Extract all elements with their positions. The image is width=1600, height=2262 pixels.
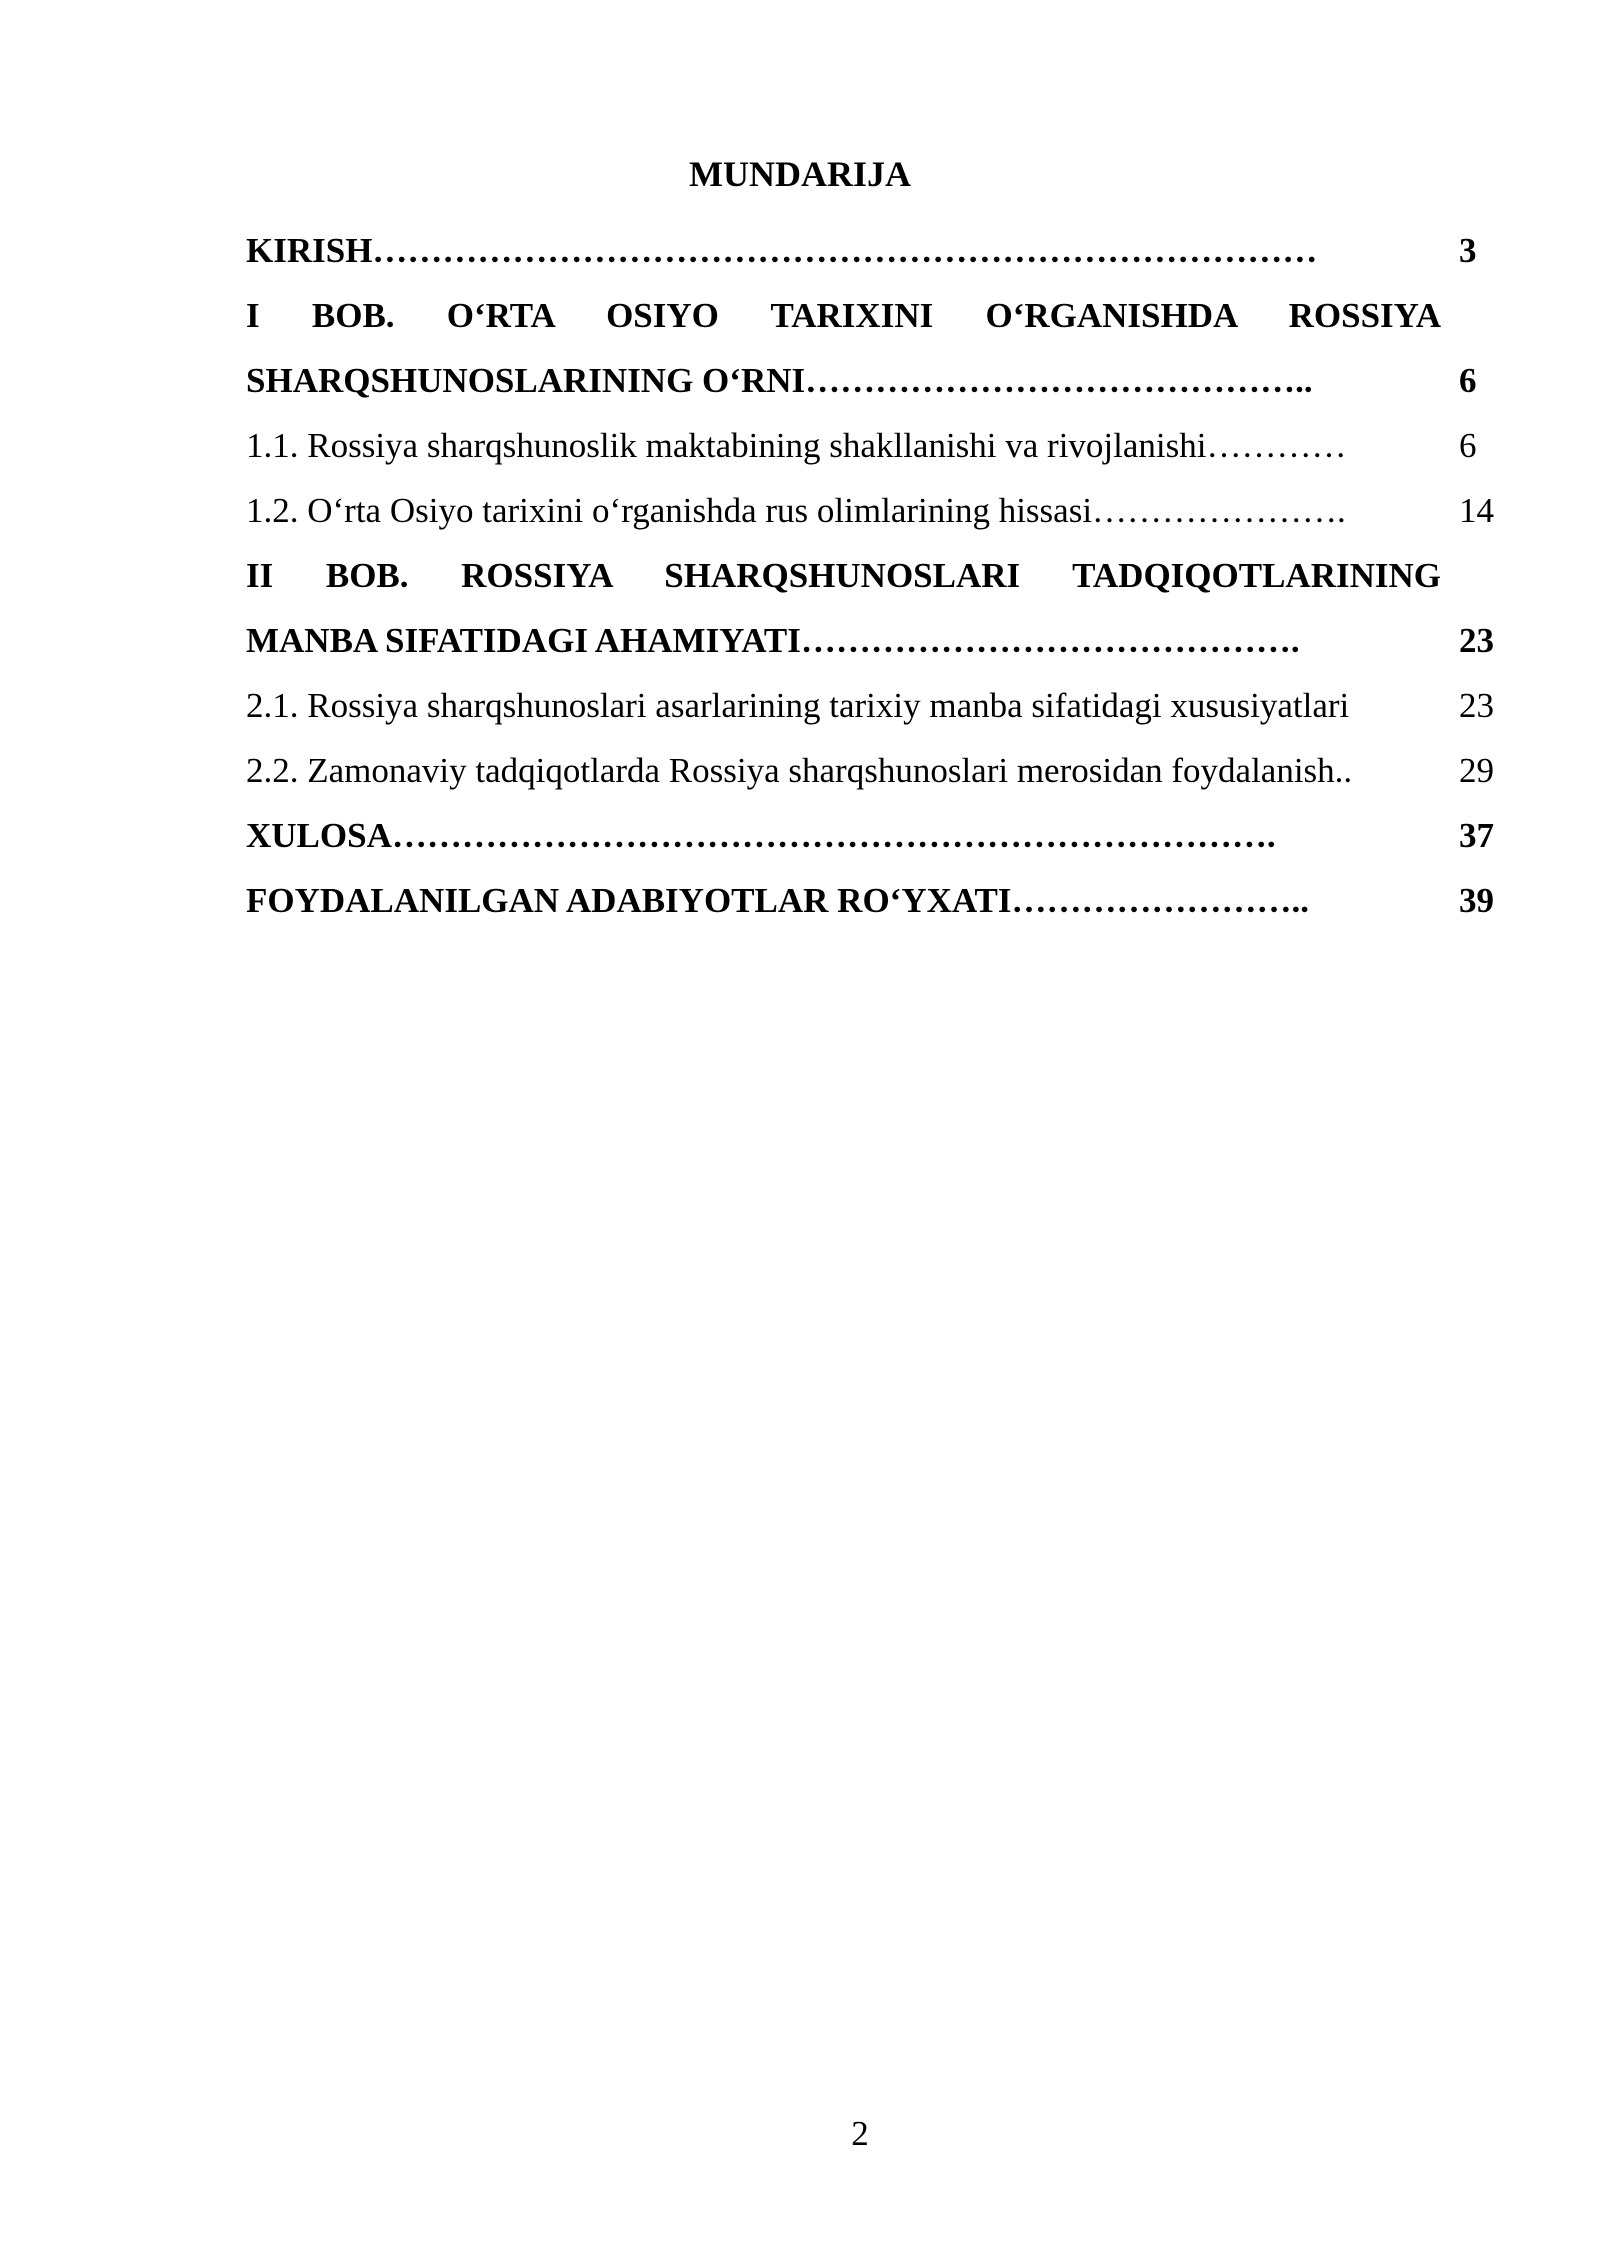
toc-entry-text: SHARQSHUNOSLARINING O‘RNI……………………………………..: [246, 361, 1313, 400]
toc-entry-chapter-2-line-1[interactable]: [246, 543, 1536, 608]
toc-entry-page: 23: [1459, 686, 1494, 725]
toc-entry-text: FOYDALANILGAN ADABIYOTLAR RO‘YXATI……………………..: [246, 881, 1310, 920]
toc-entry-page: 23: [1459, 621, 1494, 660]
toc-entry-text: 1.2. O‘rta Osiyo tarixini o‘rganishda rus olimlarining hissasi………………….: [246, 491, 1346, 530]
toc-entry-section-1-1[interactable]: [246, 413, 1536, 478]
toc-entry-section-2-2[interactable]: [246, 738, 1536, 803]
toc-entry-text: 2.1. Rossiya sharqshunoslari asarlarining tarixiy manba sifatidagi xususiyatlari: [246, 686, 1350, 725]
toc-entry-text: KIRISH………………………………………………………………………: [246, 231, 1318, 270]
toc-entry-page: 6: [1459, 426, 1477, 465]
toc-entry-page: 14: [1459, 491, 1494, 530]
toc-entry-chapter-2-line-2[interactable]: [246, 608, 1536, 673]
toc-entry-text: XULOSA………………………………………………………………….: [246, 816, 1276, 855]
toc-entry-section-2-1[interactable]: [246, 673, 1536, 738]
toc-entry-page: 3: [1459, 231, 1477, 270]
toc-entry-chapter-1-line-2[interactable]: [246, 348, 1536, 413]
toc-entry-text: 2.2. Zamonaviy tadqiqotlarda Rossiya sharqshunoslari merosidan foydalanish..: [246, 751, 1353, 790]
page-number: 2: [851, 2114, 869, 2153]
toc-entry-chapter-1-line-1[interactable]: [246, 283, 1536, 348]
toc-entry-page: 29: [1459, 751, 1494, 790]
toc-entry-bibliography[interactable]: [246, 868, 1536, 933]
toc-entry-text: MANBA SIFATIDAGI AHAMIYATI…………………………………….: [246, 621, 1300, 660]
toc-entry-text: II BOB. ROSSIYA SHARQSHUNOSLARI TADQIQOTLARINING: [246, 556, 1441, 595]
toc-title: MUNDARIJA: [689, 154, 911, 194]
toc-entry-text: 1.1. Rossiya sharqshunoslik maktabining shakllanishi va rivojlanishi…………: [246, 426, 1347, 465]
table-of-contents: [246, 218, 1536, 933]
toc-entry-text: I BOB. O‘RTA OSIYO TARIXINI O‘RGANISHDA ROSSIYA: [246, 296, 1441, 335]
toc-entry-xulosa[interactable]: [246, 803, 1536, 868]
toc-entry-page: 37: [1459, 816, 1494, 855]
toc-entry-section-1-2[interactable]: [246, 478, 1536, 543]
toc-entry-page: 6: [1459, 361, 1477, 400]
toc-entry-kirish[interactable]: [246, 218, 1536, 283]
toc-entry-page: 39: [1459, 881, 1494, 920]
